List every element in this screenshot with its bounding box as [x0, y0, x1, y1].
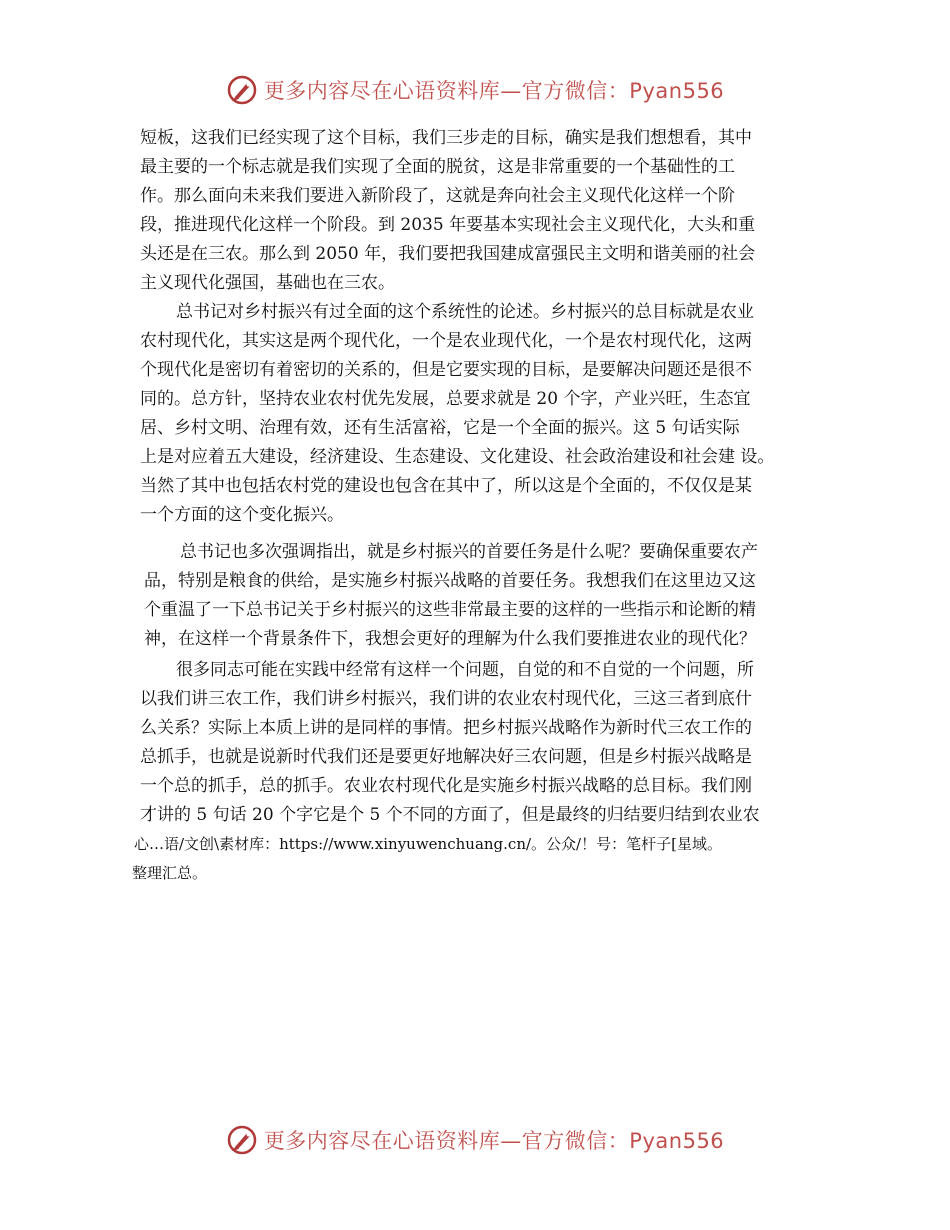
text-line: 居、乡村文明、治理有效，还有生活富裕，它是一个全面的振兴。这 5 句话实际: [140, 418, 740, 438]
text-line: 短板，这我们已经实现了这个目标，我们三步走的目标，确实是我们想想看，其中: [140, 128, 752, 148]
text-line: 总书记对乡村振兴有过全面的这个系统性的论述。乡村振兴的总目标就是农业: [176, 302, 754, 322]
footer-banner: [0, 1120, 950, 1160]
text-line: 一个方面的这个变化振兴。: [140, 505, 344, 525]
pen-logo-icon: [226, 1124, 258, 1156]
text-line: 个重温了一下总书记关于乡村振兴的这些非常最主要的这样的一些指示和论断的精: [144, 600, 756, 620]
text-line: 当然了其中也包括农村党的建设也包含在其中了，所以这是个全面的，不仅仅是某: [140, 476, 752, 496]
text-line: 头还是在三农。那么到 2050 年，我们要把我国建成富强民主文明和谐美丽的社会: [140, 244, 756, 264]
pen-logo-icon: [226, 74, 258, 106]
footer-note: [132, 830, 840, 888]
text-line: 农村现代化，其实这是两个现代化，一个是农业现代化，一个是农村现代化，这两: [140, 331, 752, 351]
text-line: 个现代化是密切有着密切的关系的，但是它要实现的目标，是要解决问题还是很不: [140, 360, 752, 380]
text-line: 神，在这样一个背景条件下，我想会更好的理解为什么我们要推进农业的现代化？: [144, 629, 756, 649]
text-line: 作。那么面向未来我们要进入新阶段了，这就是奔向社会主义现代化这样一个阶: [140, 186, 735, 206]
text-line: 总抓手，也就是说新时代我们还是要更好地解决好三农问题，但是乡村振兴战略是: [140, 747, 752, 767]
paragraph-4: [140, 656, 840, 830]
text-line: 以我们讲三农工作，我们讲乡村振兴，我们讲的农业农村现代化，三这三者到底什: [140, 689, 752, 709]
footer-banner-text: [264, 1125, 724, 1155]
document-body: [132, 124, 840, 888]
paragraph-3: [140, 538, 840, 654]
text-line: 段，推进现代化这样一个阶段。到 2035 年要基本实现社会主义现代化，大头和重: [140, 215, 756, 235]
text-line: 么关系？实际上本质上讲的是同样的事情。把乡村振兴战略作为新时代三农工作的: [140, 718, 752, 738]
text-line: 总书记也多次强调指出，就是乡村振兴的首要任务是什么呢？要确保重要农产: [180, 542, 758, 562]
text-line: 上是对应着五大建设，经济建设、生态建设、文化建设、社会政治建设和社会建 设。: [140, 447, 775, 467]
text-line: 才讲的 5 句话 20 个字它是个 5 个不同的方面了，但是最终的归结要归结到农业农: [140, 805, 760, 825]
text-line: 主义现代化强国，基础也在三农。: [140, 273, 395, 293]
text-line: 最主要的一个标志就是我们实现了全面的脱贫，这是非常重要的一个基础性的工: [140, 157, 735, 177]
footer-note-line-1: 心…语/文创\素材库：https://www.xinyuwenchuang.cn/。公众/！号：笔杆子[星域。: [134, 835, 722, 853]
footer-banner-label: 更多内容尽在心语资料库—官方微信：Pyan556: [263, 1129, 725, 1153]
header-banner-label: 更多内容尽在心语资料库—官方微信：Pyan556: [263, 79, 725, 103]
text-line: 很多同志可能在实践中经常有这样一个问题，自觉的和不自觉的一个问题，所: [176, 660, 754, 680]
text-line: 品，特别是粮食的供给，是实施乡村振兴战略的首要任务。我想我们在这里边又这: [144, 571, 756, 591]
paragraph-1: [140, 124, 840, 298]
text-line: 一个总的抓手，总的抓手。农业农村现代化是实施乡村振兴战略的总目标。我们刚: [140, 776, 752, 796]
header-banner: [0, 70, 950, 110]
paragraph-2: [140, 298, 840, 530]
header-banner-text: [264, 75, 724, 105]
footer-note-line-2: 整理汇总。: [132, 864, 208, 882]
text-line: 同的。总方针，坚持农业农村优先发展，总要求就是 20 个字，产业兴旺，生态宜: [140, 389, 751, 409]
